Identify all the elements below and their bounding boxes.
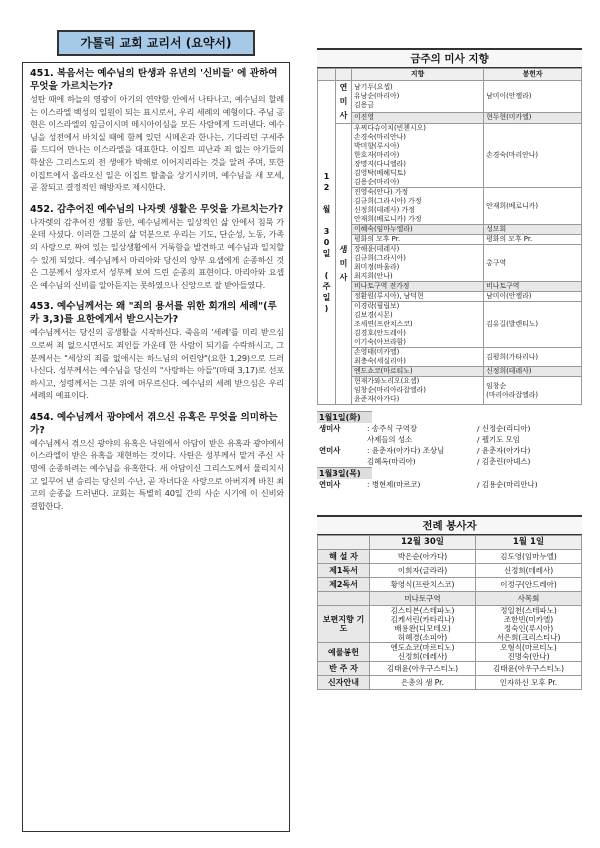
servers-table [317,535,582,690]
intention-names: 장해윤(데레사) 김규희(그라시아) 최미정(바울라) 최지희(안나) [352,245,484,282]
intention-donor: 비나토구역 [484,282,582,292]
catechism-title: 가톨릭 교회 교리서 (요약서) [57,30,255,56]
spacer [318,592,370,606]
intention-donor: 김평희(가타리나) [484,348,582,367]
intention-names: 이진영 [352,112,484,123]
intention-donor: 총구역 [484,245,582,282]
intention-names: 이혜숙(임마누엘라) [352,225,484,235]
extra-intention: : 윤춘자(아가다) 조상님 [367,446,445,455]
server-name-2: 김도영(임마누엘) [476,550,582,564]
server-name-1: 김스티븐(스테파노) 김케서린(카타리나) 배용완(디모테오) 허혜경(소피아) [370,606,476,643]
answer: 예수님께서는 당신의 공생활을 시작하신다. 죽음의 '세례'를 미리 받으심으로써 죄 없으시면서도 죄인들 가운데 한 사람이 되기를 수락하시고, 그분께서는 "세상의 죄를 없애시는 하느님의 어린양"(요한 1,29)으로 드러나신다. 성부께서는 예수님을 당신의 "사랑하는 아들"(마태 3,17)로 선포하시고, 성령께서는 그분 위에 머무르신다. 예수님의 세례 받으심은 우리 세례의 예표이다. [30,327,284,401]
extra-kind [317,456,367,467]
catechism-box [22,62,290,832]
extra-date: 1월3일(목) [317,467,372,479]
intention-donor: 손경숙(마리안나) [484,124,582,188]
intention-donor: 평화의 모후 Pr. [484,235,582,245]
server-name-1: 김태윤(아우구스티노) [370,662,476,676]
extra-kind: 연미사 [319,480,341,489]
header-intention: 지향 [352,69,484,81]
saengmisa-label: 생 미 사 [336,124,352,405]
mass-intentions-table [317,68,582,405]
mass-intentions-title: 금주의 미사 지향 [317,48,582,68]
servers-header-date2: 1월 1일 [476,536,582,550]
intention-donor: 김유길(발렌티노) [484,302,582,348]
extra-row [317,479,582,490]
server-role: 제1독서 [318,564,370,578]
header-donor: 봉헌자 [484,69,582,81]
servers-subheader-2: 사목회 [476,592,582,606]
intention-names: 남기두(요셉) 유남순(마리아) 김용금 [352,81,484,113]
offering-label: 예물봉헌 [318,643,370,662]
intentions-section [317,48,582,690]
intention-names: 현재가와노리오(요셉) 임창순(마리아라잡엘라) 윤준자(아가다) [352,377,484,405]
servers-title: 전례 봉사자 [317,515,582,535]
catechism-section [22,30,290,832]
question: 453. 예수님께서는 왜 "죄의 용서를 위한 회개의 세례"(루카 3,3)를 요한에게서 받으시는가? [30,301,277,326]
extra-kind: 연미사 [319,446,341,455]
prayer-label: 보편지향 기 도 [318,606,370,643]
server-role: 제2독서 [318,578,370,592]
extra-row [317,434,582,445]
server-name-1: 이희자(글라라) [370,564,476,578]
question: 451. 복음서는 예수님의 탄생과 유년의 '신비들' 에 관하여 무엇을 가르치는가? [30,68,278,92]
extra-row [317,423,582,434]
intention-names: 진영숙(안나) 가정 김규희(그라시아) 가정 신정희(데레사) 가정 안재희(베로니카) 가정 [352,188,484,225]
server-role: 해 설 자 [318,550,370,564]
server-name-1: 박은순(아가다) [370,550,476,564]
qa-item [30,67,284,194]
server-name-2: 오형식(마르티노) 진명숙(안나) [476,643,582,662]
server-role: 반 주 자 [318,662,370,676]
extra-donor: / 김춘린(아녜스) [477,457,531,466]
intention-donor: 남미이(안젤라) [484,292,582,302]
extra-donor: / 신정순(리디아) [477,424,531,433]
extra-date: 1월1일(화) [317,411,372,423]
server-role: 신자안내 [318,676,370,690]
extra-donor: / 펠기도 모임 [477,435,520,444]
answer: 성탄 때에 하늘의 영광이 아기의 연약함 안에서 나타나고, 예수님의 할례는 이스라엘 백성의 일원이 되는 표시로서, 우리 세례의 예형이다. 주님 공현은 이스라엘의 임금이시며 메시아이심을 모든 사람에게 드러낸다. 예수님을 성전에서 바치실 때에 함께 있던 시메온과 한나는, 기다리던 구세주를 드디어 만나는 이스라엘을 대표한다. 이집트 피난과 죄 없는 아기들의 학살은 그리스도의 전 생애가 박해로 이어지리라는 것을 알려 주며, 또한 이집트에서 올라오신 일은 이집트 탈출을 상기시키며, 예수님을 새 모세, 곧 참되고 결정적인 해방자로 제시한다. [30,94,284,193]
servers-header-date1: 12월 30일 [370,536,476,550]
extra-row [317,456,582,467]
extra-intention: 김혜옥(마리아) [367,457,416,466]
intention-donor: 남미이(안젤라) [484,81,582,113]
intention-names: 이경락(필립보) 김보경(시몬) 조세연(프란치스코) 김경호(안드레아) 이기숙(아브라함) [352,302,484,348]
date-label: 1 2 월 3 0 일 ( 주 일 ) [318,81,336,405]
intention-names: 평화의 모후 Pr. [352,235,484,245]
answer: 예수님께서 겪으신 광야의 유혹은 낙원에서 아담이 받은 유혹과 광야에서 이스라엘이 받은 유혹을 재현하는 것이다. 사탄은 성부께서 맡겨 주신 사명에 순종하려는 예수님을 유혹한다. 새 아담이신 그리스도께서 물리치시고 일꾸어 낸 승리는 당신의 수난, 곧 자녀다운 사랑으로 아버지께 바친 최고의 순종을 드러낸다. 교회는 특별히 40일 간의 사순 시기에 이 신비와 결합한다. [30,437,284,511]
server-name-2: 이정구(안드레아) [476,578,582,592]
server-name-2: 신정희(데레사) [476,564,582,578]
extra-kind: 생미사 [319,424,341,433]
question: 454. 예수님께서 광야에서 겪으신 유혹은 무엇을 의미하는가? [30,411,278,436]
intention-names: 엔도쇼코(마르티노) [352,367,484,377]
extra-donor: / 김용순(마리안나) [477,480,538,489]
extra-kind [317,434,367,445]
question: 452. 감추어진 예수님의 나자렛 생활은 무엇을 가르치는가? [30,203,284,215]
qa-item [30,411,284,513]
intention-donor: 안재희(베로니카) [484,188,582,225]
intention-names: 정환원(루시아), 남덕현 [352,292,484,302]
intention-donor: 임창순 (마리아라잡엘라) [484,377,582,405]
server-name-2: 정일천(스테파노) 조한빈(미카엘) 정숙인(루시아) 서은희(크리스티나) [476,606,582,643]
server-name-1: 은총의 샘 Pr. [370,676,476,690]
intention-donor: 현두현(미카엘) [484,112,582,123]
extra-donor: / 윤춘자(아가다) [477,446,531,455]
extra-intentions [317,411,582,490]
extra-row [317,445,582,456]
intention-donor: 성모회 [484,225,582,235]
server-name-2: 인자하신 모후 Pr. [476,676,582,690]
extra-intention: 사제들의 성소 [367,435,413,444]
intention-names: 손영태(미카엘) 최충숙(세실리아) [352,348,484,367]
extra-intention: : 병현제(마르코) [367,480,421,489]
extra-intention: : 송주식 구역장 [367,424,418,433]
server-name-2: 김태윤(아우구스티노) [476,662,582,676]
server-name-1: 엔도쇼코(마르티노) 신정희(데레사) [370,643,476,662]
servers-subheader-1: 미나토구역 [370,592,476,606]
intention-donor: 신정희(데레사) [484,367,582,377]
server-name-1: 황영식(프란치스코) [370,578,476,592]
qa-item [30,203,284,292]
answer: 나자렛의 감추어진 생활 동안, 예수님께서는 일상적인 삶 안에서 침묵 가운데 사셨다. 이러한 그분의 삶 덕분으로 우리는 기도, 단순성, 노동, 가족의 사랑으로 짜여 있는 일상생활에서 거룩함을 발견하고 예수님과 일치할 수 있게 되었다. 예수님께서 마리아와 당신의 양부 요셉에게 순종하신 것은 그분께서 성자로서 성부께 보여 드린 순종의 표현이다. 마리아와 요셉은 예수님의 신비를 알아듣지는 못하였으나 신앙으로 잘 받아들였다. [30,216,284,290]
intention-names: 비나토구역 전가정 [352,282,484,292]
qa-item [30,300,284,402]
intention-names: 우찌다슈이치(빈첸시오) 손경숙(마리안나) 박미향(루시아) 한호자(마리아) 장명지(다니엘라) 김영탁(베헤딕토) 김용순(마리아) [352,124,484,188]
yeonmisa-label: 연 미 사 [336,81,352,124]
